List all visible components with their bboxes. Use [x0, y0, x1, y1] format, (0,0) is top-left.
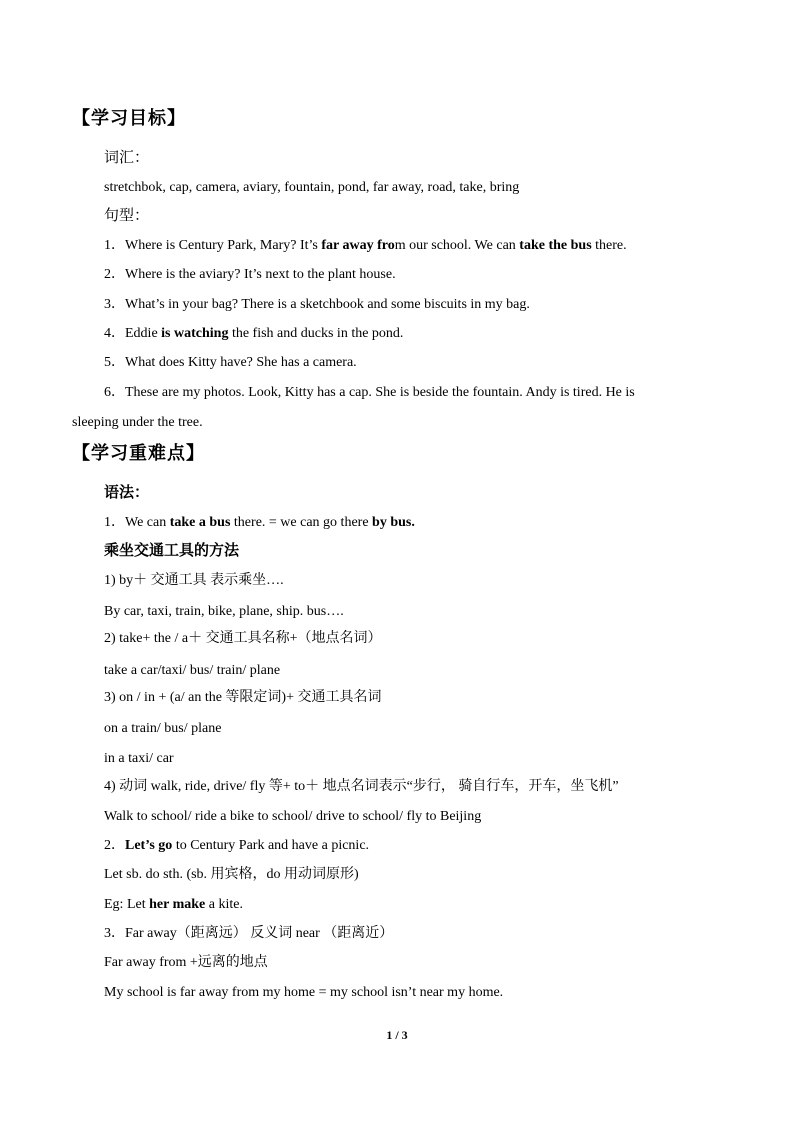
bold-phrase: Let’s go [125, 838, 173, 853]
point-number: 1． [104, 515, 125, 530]
rule-4: 4) 动词 walk, ride, drive/ fly 等+ to＋ 地点名词表示“步行， 骑自行车，开车，坐飞机” [104, 779, 619, 794]
grammar-point-1 [104, 514, 415, 532]
sentence-text: Where is the aviary? It’s next to the plant house. [125, 267, 396, 282]
pattern-label: 句型： [104, 208, 150, 224]
sentence-text: Eddie [125, 326, 162, 341]
sentence-number: 1． [104, 238, 125, 253]
sentence-4 [104, 325, 403, 343]
sentence-number: 3． [104, 297, 125, 312]
example-text: Eg: Let [104, 897, 150, 912]
transport-heading-text: 乘坐交通工具的方法 [104, 543, 240, 559]
grammar-label-text: 语法： [104, 485, 150, 501]
point-text: to Century Park and have a picnic. [172, 838, 370, 853]
sentence-5 [104, 354, 357, 372]
sentence-6 [104, 384, 635, 402]
sentence-2 [104, 266, 396, 284]
rule-3-example-2: in a taxi/ car [104, 751, 174, 766]
bold-phrase: is watching [161, 326, 229, 341]
transport-heading [104, 542, 239, 560]
sentence-number: 6． [104, 385, 125, 400]
bold-phrase: her make [149, 897, 206, 912]
rule-4-example: Walk to school/ ride a bike to school/ drive to school/ fly to Beijing [104, 809, 482, 824]
grammar-point-3-rule: Far away from +远离的地点 [104, 955, 268, 970]
sentence-text: the fish and ducks in the pond. [228, 326, 404, 341]
sentence-text: What’s in your bag? There is a sketchbook and some biscuits in my bag. [125, 297, 530, 312]
rule-2-example: take a car/taxi/ bus/ train/ plane [104, 663, 281, 678]
rule-2: 2) take+ the / a＋ 交通工具名称+（地点名词） [104, 631, 382, 646]
point-text: there. = we can go there [230, 515, 373, 530]
sentence-text: m our school. We can [394, 238, 520, 253]
bold-phrase: far away fro [321, 238, 395, 253]
vocab-label: 词汇： [104, 150, 150, 166]
point-text: We can [125, 515, 170, 530]
grammar-point-3-example: My school is far away from my home = my school isn’t near my home. [104, 985, 504, 1000]
grammar-point-3: 3．Far away（距离远） 反义词 near （距离近） [104, 926, 394, 941]
sentence-6-continued: sleeping under the tree. [72, 415, 203, 430]
sentence-text: Where is Century Park, Mary? It’s [125, 238, 322, 253]
sentence-text: there. [591, 238, 627, 253]
sentence-number: 4． [104, 326, 125, 341]
sentence-number: 2． [104, 267, 125, 282]
sentence-text: These are my photos. Look, Kitty has a cap. She is beside the fountain. Andy is tired. He is [125, 385, 635, 400]
bold-phrase: take the bus [519, 238, 592, 253]
bold-phrase: by bus. [372, 515, 415, 530]
bold-phrase: take a bus [169, 515, 231, 530]
grammar-point-2-example [104, 896, 243, 914]
section-title-learning-goals: 【学习目标】 [72, 108, 186, 128]
vocab-words: stretchbok, cap, camera, aviary, fountain, pond, far away, road, take, bring [104, 180, 520, 195]
grammar-point-2 [104, 837, 369, 855]
point-number: 2． [104, 838, 125, 853]
rule-1-example: By car, taxi, train, bike, plane, ship. bus…. [104, 604, 344, 619]
grammar-label [104, 484, 149, 502]
rule-3: 3) on / in + (a/ an the 等限定词)+ 交通工具名词 [104, 690, 382, 705]
grammar-point-2-rule: Let sb. do sth. (sb. 用宾格，do 用动词原形) [104, 867, 359, 882]
sentence-3 [104, 296, 530, 314]
sentence-text: What does Kitty have? She has a camera. [125, 355, 357, 370]
section-title-key-points: 【学习重难点】 [72, 443, 205, 463]
rule-3-example-1: on a train/ bus/ plane [104, 721, 222, 736]
sentence-1 [104, 237, 627, 255]
page-number: 1 / 3 [386, 1028, 408, 1042]
sentence-number: 5． [104, 355, 125, 370]
example-text: a kite. [205, 897, 243, 912]
rule-1: 1) by＋ 交通工具 表示乘坐…. [104, 573, 284, 588]
